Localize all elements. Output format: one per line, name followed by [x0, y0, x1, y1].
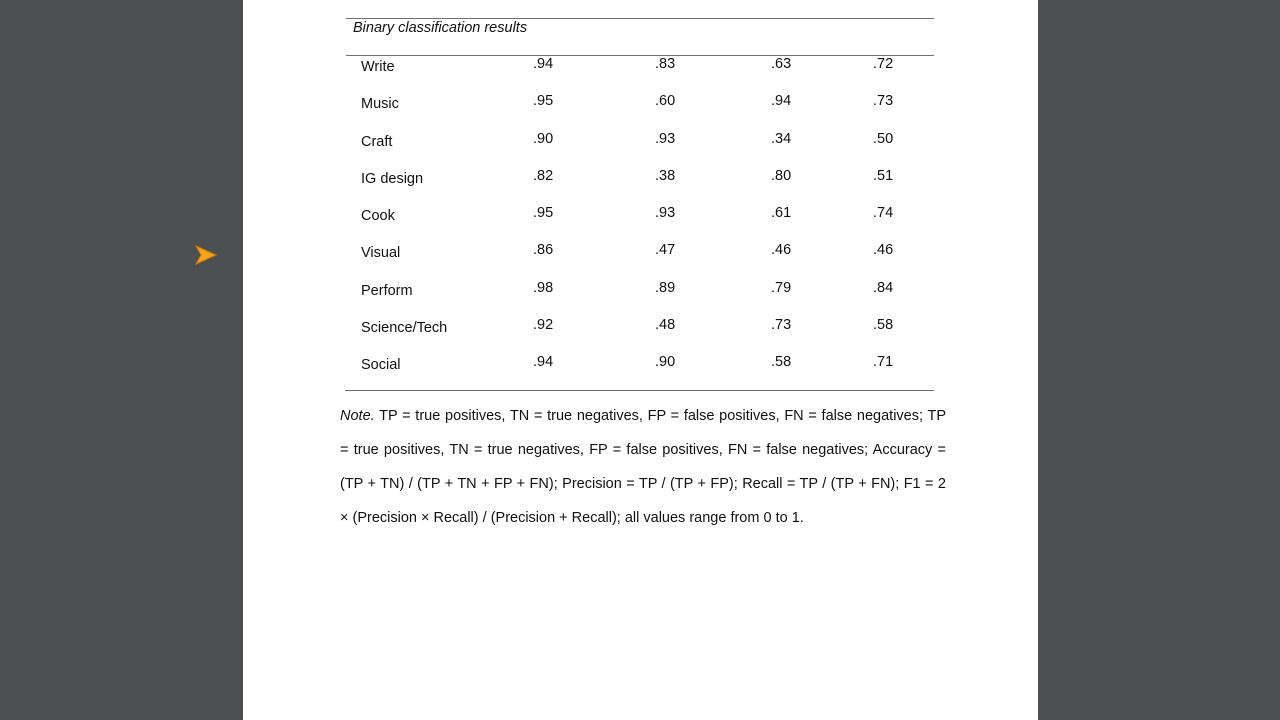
table-cell: .90	[655, 354, 676, 371]
table-cell: .34	[771, 130, 792, 147]
table-cell: .98	[533, 279, 554, 296]
table-cell: .89	[655, 279, 676, 296]
table-cell: .94	[533, 56, 554, 72]
pointer-arrow-icon	[194, 244, 218, 266]
table-row	[243, 56, 1038, 93]
table-cell: .93	[655, 130, 676, 147]
table-row	[243, 354, 1038, 391]
table-row	[243, 317, 1038, 354]
table-cell: .79	[771, 279, 792, 296]
row-label: Write	[361, 59, 395, 75]
document-page	[243, 0, 1038, 720]
table-cell: .95	[533, 93, 554, 110]
table-cell: .58	[873, 317, 894, 334]
table-cell: .93	[655, 205, 676, 222]
table-cell: .73	[771, 317, 792, 334]
table-cell: .82	[533, 167, 554, 184]
table-cell: .48	[655, 317, 676, 334]
table-cell: .74	[873, 205, 894, 222]
row-label: Perform	[361, 282, 413, 299]
table-caption: Binary classification results	[353, 20, 528, 36]
table-cell: .50	[873, 130, 894, 147]
table-row	[243, 280, 1038, 317]
table-cell: .63	[771, 56, 792, 72]
row-label: Music	[361, 96, 399, 113]
table-cell: .94	[533, 354, 554, 371]
row-label: Craft	[361, 133, 393, 150]
table-cell: .90	[533, 130, 554, 147]
table-cell: .60	[655, 93, 676, 110]
row-label: Social	[361, 357, 401, 374]
table-row	[243, 242, 1038, 279]
table-cell: .46	[873, 242, 894, 259]
note-text: TP = true positives, TN = true negatives, FP = false positives, FN = false negatives; TP = true positives, TN = true negatives, FP = false positives, FN = false negatives; Accuracy = (TP + TN) / (TP + TN + FP + FN); Precision = TP / (TP + FP); Recall = TP / (TP + FN); F1 = 2 × (Precision × Recall) / (Precision + Recall); all values range from 0 to 1.	[340, 408, 946, 526]
table-row	[243, 205, 1038, 242]
table-bottom-rule	[345, 390, 934, 391]
table-note	[340, 399, 946, 535]
note-label: Note.	[340, 408, 375, 424]
table-cell: .86	[533, 242, 554, 259]
table-cell: .38	[655, 167, 676, 184]
table-cell: .83	[655, 56, 676, 72]
row-label: Science/Tech	[361, 320, 448, 337]
table-row	[243, 131, 1038, 168]
row-label: IG design	[361, 170, 424, 187]
results-table	[243, 56, 1038, 392]
table-cell: .71	[873, 354, 894, 371]
table-cell: .80	[771, 167, 792, 184]
row-label: Cook	[361, 208, 395, 225]
table-cell: .95	[533, 205, 554, 222]
table-cell: .51	[873, 167, 894, 184]
table-cell: .72	[873, 56, 894, 72]
table-cell: .61	[771, 205, 792, 222]
table-cell: .46	[771, 242, 792, 259]
table-cell: .92	[533, 317, 554, 334]
table-cell: .47	[655, 242, 676, 259]
table-cell: .73	[873, 93, 894, 110]
table-row	[243, 93, 1038, 130]
table-cell: .94	[771, 93, 792, 110]
table-cell: .84	[873, 279, 894, 296]
table-row	[243, 168, 1038, 205]
table-cell: .58	[771, 354, 792, 371]
row-label: Visual	[361, 245, 401, 262]
